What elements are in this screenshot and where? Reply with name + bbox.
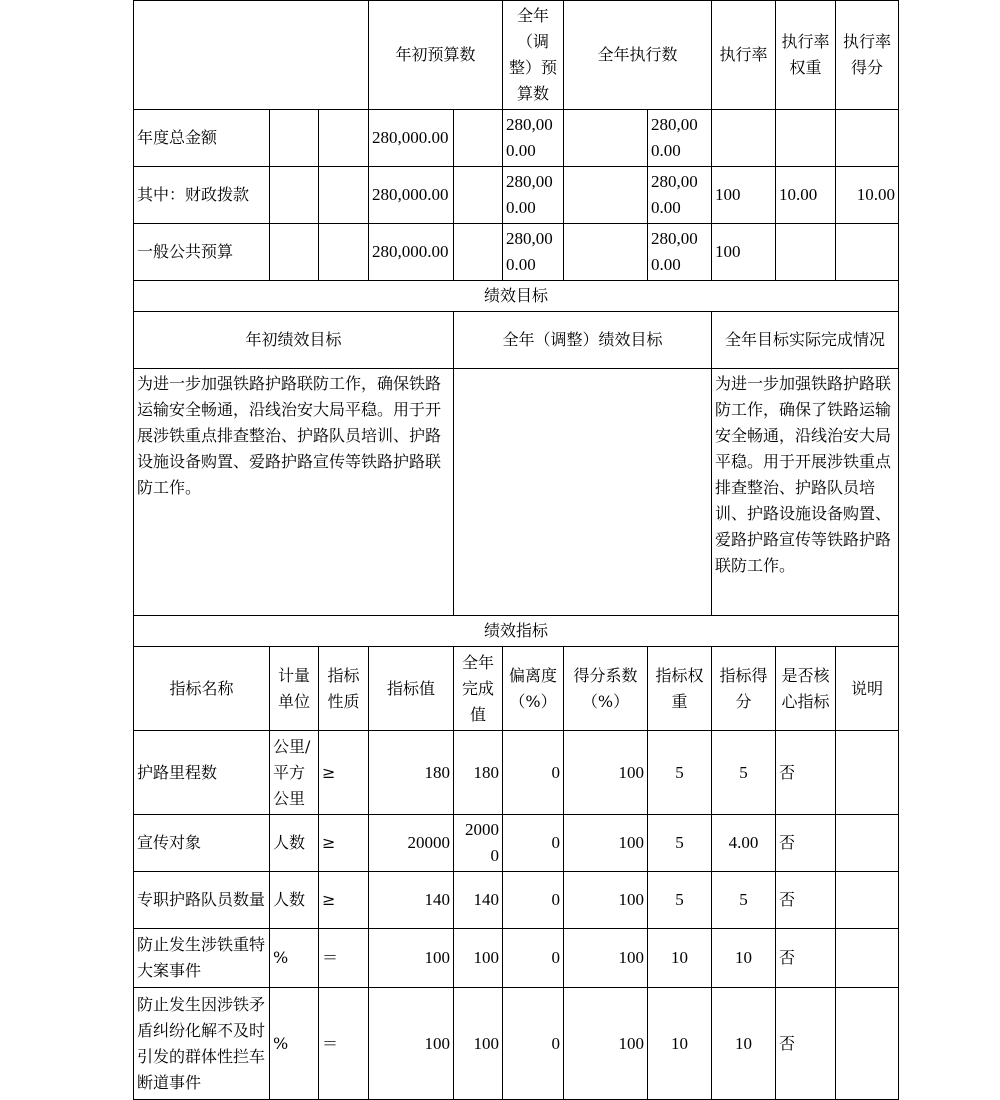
budget-score-value xyxy=(836,224,899,281)
ind-header-coefficient: 得分系数（%） xyxy=(564,647,648,731)
ind-weight: 10 xyxy=(648,988,712,1100)
budget-header-row xyxy=(134,1,899,110)
ind-header-core: 是否核心指标 xyxy=(776,647,836,731)
budget-row-blank xyxy=(319,110,369,167)
ind-value: 140 xyxy=(369,872,454,929)
goals-adjusted-header: 全年（调整）绩效目标 xyxy=(454,312,712,369)
performance-table-sheet xyxy=(133,0,899,1100)
budget-rate-value xyxy=(712,110,776,167)
budget-score-value: 10.00 xyxy=(836,167,899,224)
ind-core: 否 xyxy=(776,872,836,929)
ind-score: 5 xyxy=(712,731,776,815)
ind-core: 否 xyxy=(776,988,836,1100)
budget-rate-value: 100 xyxy=(712,224,776,281)
ind-unit: 公里/平方公里 xyxy=(270,731,319,815)
ind-name: 防止发生因涉铁矛盾纠纷化解不及时引发的群体性拦车断道事件 xyxy=(134,988,270,1100)
budget-adjusted-value: 280,000.00 xyxy=(503,167,564,224)
budget-row-blank xyxy=(564,167,648,224)
ind-weight: 10 xyxy=(648,929,712,988)
ind-completed: 140 xyxy=(454,872,503,929)
budget-score-value xyxy=(836,110,899,167)
performance-table xyxy=(133,0,899,1100)
ind-note xyxy=(836,988,899,1100)
ind-coefficient: 100 xyxy=(564,872,648,929)
budget-adjusted-value: 280,000.00 xyxy=(503,110,564,167)
indicator-row xyxy=(134,929,899,988)
header-rate-score: 执行率得分 xyxy=(836,1,899,110)
indicator-row xyxy=(134,815,899,872)
ind-value: 100 xyxy=(369,929,454,988)
budget-executed-value: 280,000.00 xyxy=(648,224,712,281)
budget-row-blank xyxy=(564,224,648,281)
ind-core: 否 xyxy=(776,731,836,815)
ind-nature: ≥ xyxy=(319,731,369,815)
ind-name: 宣传对象 xyxy=(134,815,270,872)
budget-row-blank xyxy=(454,167,503,224)
ind-core: 否 xyxy=(776,815,836,872)
goals-actual-header: 全年目标实际完成情况 xyxy=(712,312,899,369)
ind-score: 5 xyxy=(712,872,776,929)
ind-header-value: 指标值 xyxy=(369,647,454,731)
header-adjusted-budget: 全年（调整）预算数 xyxy=(503,1,564,110)
budget-row-blank xyxy=(270,110,319,167)
ind-value: 20000 xyxy=(369,815,454,872)
header-rate-weight: 执行率权重 xyxy=(776,1,836,110)
goals-header-row xyxy=(134,312,899,369)
budget-row-blank xyxy=(564,110,648,167)
ind-note xyxy=(836,872,899,929)
ind-unit: % xyxy=(270,988,319,1100)
indicator-row xyxy=(134,872,899,929)
ind-deviation: 0 xyxy=(503,988,564,1100)
ind-nature: ≥ xyxy=(319,872,369,929)
ind-header-nature: 指标性质 xyxy=(319,647,369,731)
ind-header-score: 指标得分 xyxy=(712,647,776,731)
budget-row-blank xyxy=(319,224,369,281)
indicator-row xyxy=(134,731,899,815)
ind-core: 否 xyxy=(776,929,836,988)
ind-deviation: 0 xyxy=(503,731,564,815)
budget-initial-value: 280,000.00 xyxy=(369,110,454,167)
budget-initial-value: 280,000.00 xyxy=(369,224,454,281)
ind-score: 10 xyxy=(712,988,776,1100)
indicator-row xyxy=(134,988,899,1100)
ind-note xyxy=(836,929,899,988)
indicators-section-title: 绩效指标 xyxy=(134,616,899,647)
budget-row xyxy=(134,167,899,224)
goals-initial-text: 为进一步加强铁路护路联防工作，确保铁路运输安全畅通，沿线治安大局平稳。用于开展涉铁重点排查整治、护路队员培训、护路设施设备购置、爱路护路宣传等铁路护路联防工作。 xyxy=(134,369,454,616)
ind-unit: 人数 xyxy=(270,872,319,929)
budget-row-blank xyxy=(454,110,503,167)
ind-deviation: 0 xyxy=(503,929,564,988)
ind-score: 10 xyxy=(712,929,776,988)
indicators-header-row xyxy=(134,647,899,731)
indicators-section-row xyxy=(134,616,899,647)
ind-note xyxy=(836,815,899,872)
budget-initial-value: 280,000.00 xyxy=(369,167,454,224)
ind-coefficient: 100 xyxy=(564,731,648,815)
ind-completed: 100 xyxy=(454,988,503,1100)
ind-deviation: 0 xyxy=(503,872,564,929)
header-initial-budget: 年初预算数 xyxy=(369,1,503,110)
ind-unit: % xyxy=(270,929,319,988)
budget-row-blank xyxy=(270,167,319,224)
budget-weight-value xyxy=(776,110,836,167)
goals-actual-text: 为进一步加强铁路护路联防工作，确保了铁路运输安全畅通，沿线治安大局平稳。用于开展涉铁重点排查整治、护路队员培训、护路设施设备购置、爱路护路宣传等铁路护路联防工作。 xyxy=(712,369,899,616)
budget-rate-value: 100 xyxy=(712,167,776,224)
budget-row-blank xyxy=(270,224,319,281)
ind-header-note: 说明 xyxy=(836,647,899,731)
ind-header-name: 指标名称 xyxy=(134,647,270,731)
ind-completed: 180 xyxy=(454,731,503,815)
ind-deviation: 0 xyxy=(503,815,564,872)
budget-executed-value: 280,000.00 xyxy=(648,167,712,224)
goals-section-row xyxy=(134,281,899,312)
ind-unit: 人数 xyxy=(270,815,319,872)
budget-row-label: 一般公共预算 xyxy=(134,224,270,281)
budget-row-label: 其中：财政拨款 xyxy=(134,167,270,224)
ind-weight: 5 xyxy=(648,731,712,815)
ind-value: 100 xyxy=(369,988,454,1100)
ind-nature: ＝ xyxy=(319,988,369,1100)
ind-completed: 100 xyxy=(454,929,503,988)
ind-nature: ＝ xyxy=(319,929,369,988)
ind-coefficient: 100 xyxy=(564,929,648,988)
budget-row-blank xyxy=(319,167,369,224)
header-execution-rate: 执行率 xyxy=(712,1,776,110)
ind-weight: 5 xyxy=(648,815,712,872)
ind-note xyxy=(836,731,899,815)
ind-score: 4.00 xyxy=(712,815,776,872)
budget-weight-value xyxy=(776,224,836,281)
budget-row-blank xyxy=(454,224,503,281)
ind-header-unit: 计量单位 xyxy=(270,647,319,731)
budget-row xyxy=(134,110,899,167)
budget-row-label: 年度总金额 xyxy=(134,110,270,167)
ind-header-deviation: 偏离度（%） xyxy=(503,647,564,731)
ind-header-weight: 指标权重 xyxy=(648,647,712,731)
header-annual-execution: 全年执行数 xyxy=(564,1,712,110)
ind-weight: 5 xyxy=(648,872,712,929)
goals-initial-header: 年初绩效目标 xyxy=(134,312,454,369)
goals-adjusted-text xyxy=(454,369,712,616)
ind-value: 180 xyxy=(369,731,454,815)
goals-section-title: 绩效目标 xyxy=(134,281,899,312)
budget-weight-value: 10.00 xyxy=(776,167,836,224)
ind-nature: ≥ xyxy=(319,815,369,872)
goals-content-row xyxy=(134,369,899,616)
ind-name: 护路里程数 xyxy=(134,731,270,815)
budget-adjusted-value: 280,000.00 xyxy=(503,224,564,281)
budget-header-blank xyxy=(134,1,369,110)
ind-name: 专职护路队员数量 xyxy=(134,872,270,929)
ind-coefficient: 100 xyxy=(564,988,648,1100)
budget-row xyxy=(134,224,899,281)
ind-header-completed: 全年完成值 xyxy=(454,647,503,731)
ind-completed: 20000 xyxy=(454,815,503,872)
ind-name: 防止发生涉铁重特大案事件 xyxy=(134,929,270,988)
ind-coefficient: 100 xyxy=(564,815,648,872)
budget-executed-value: 280,000.00 xyxy=(648,110,712,167)
